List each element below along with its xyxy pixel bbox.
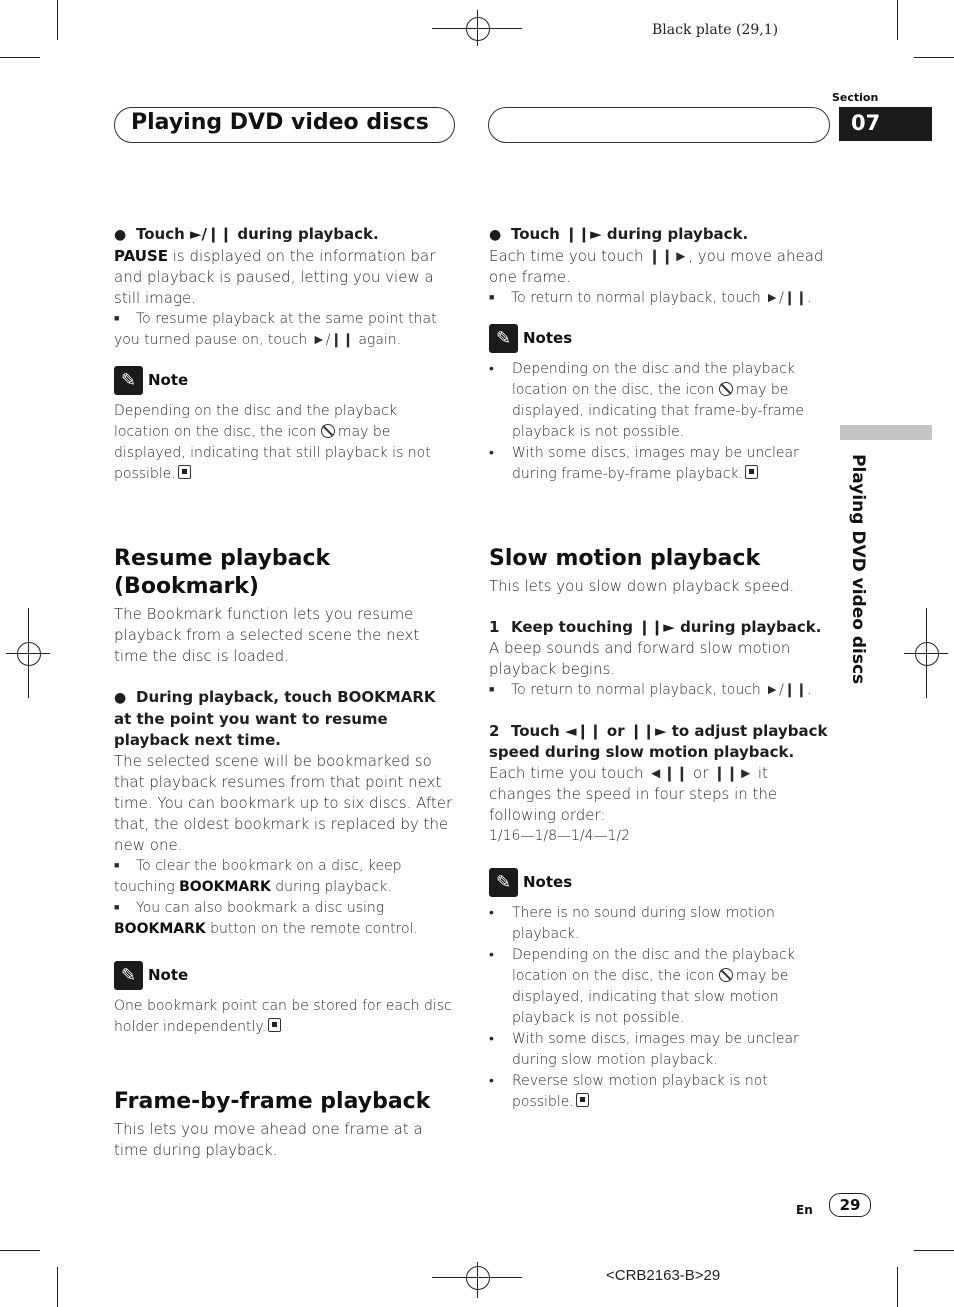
- crop-mark: [0, 57, 40, 58]
- end-mark-icon: [268, 1018, 281, 1032]
- side-tab-bar: [840, 425, 932, 440]
- prohibited-icon: [719, 968, 733, 982]
- note-heading: ✎ Note: [114, 365, 456, 395]
- bullet-dot-icon: ●: [114, 227, 127, 243]
- bullet-dot-icon: ●: [114, 690, 127, 706]
- side-tab-label: Playing DVD video discs: [848, 454, 868, 685]
- pause-body: PAUSE is displayed on the information bar and playback is paused, letting you view a still image.: [114, 247, 436, 307]
- bullet-dot-icon: •: [489, 361, 494, 377]
- section-label: Section: [832, 91, 879, 104]
- registration-mark: [466, 1266, 490, 1290]
- note-pencil-icon: ✎: [489, 868, 518, 897]
- header-blank-frame: [488, 107, 830, 143]
- slow-step-1-body: A beep sounds and forward slow motion playback begins.: [489, 639, 791, 678]
- registration-mark: [17, 642, 41, 666]
- bookmark-sub-2: ■ You can also bookmark a disc using BOOKMARK button on the remote control.: [114, 900, 418, 937]
- registration-mark: [466, 17, 490, 41]
- prohibited-icon: [719, 382, 733, 396]
- square-bullet-icon: ■: [489, 685, 495, 695]
- crop-mark: [57, 1267, 58, 1307]
- frame-sub: ■ To return to normal playback, touch ►/❙❙.: [489, 288, 831, 309]
- slow-step-2-body: Each time you touch ◄❙❙ or ❙❙► it changes the speed in four steps in the following order:: [489, 764, 778, 824]
- pause-step: ● Touch ►/❙❙ during playback.: [114, 224, 456, 246]
- bullet-dot-icon: •: [489, 905, 494, 921]
- left-column: [114, 224, 456, 1161]
- end-mark-icon: [178, 465, 191, 479]
- frame-body: Each time you touch ❙❙►, you move ahead one frame.: [489, 247, 824, 286]
- crop-mark: [914, 1250, 954, 1251]
- list-item: • Depending on the disc and the playback location on the disc, the icon may be displayed, indicating that slow motion playback is not possible.: [489, 947, 795, 1026]
- frame-title: Frame-by-frame playback: [114, 1089, 431, 1114]
- note-pencil-icon: ✎: [114, 366, 143, 395]
- prohibited-icon: [321, 424, 335, 438]
- bullet-dot-icon: ●: [489, 227, 502, 243]
- note-pencil-icon: ✎: [114, 961, 143, 990]
- square-bullet-icon: ■: [489, 293, 495, 303]
- bullet-dot-icon: •: [489, 445, 494, 461]
- bookmark-title: Resume playback (Bookmark): [114, 546, 331, 599]
- list-item: • Depending on the disc and the playback location on the disc, the icon may be displayed, indicating that frame-by-frame playback is not possible.: [489, 361, 804, 440]
- bookmark-body: The selected scene will be bookmarked so that playback resumes from that point next time. You can bookmark up to six discs. After that, the oldest bookmark is replaced by the new one.: [114, 752, 453, 854]
- slow-step-2-order: 1/16—1/8—1/4—1/2: [489, 828, 631, 844]
- crop-mark: [897, 1267, 898, 1307]
- crop-mark: [57, 0, 58, 40]
- note-body: Depending on the disc and the playback location on the disc, the icon may be displayed, indicating that still playback is not possible.: [114, 403, 431, 482]
- frame-intro: This lets you move ahead one frame at a time during playback.: [114, 1120, 423, 1159]
- slow-title: Slow motion playback: [489, 546, 761, 571]
- notes-heading: ✎ Notes: [489, 323, 831, 353]
- bookmark-intro: The Bookmark function lets you resume playback from a selected scene the next time the disc is loaded.: [114, 605, 420, 665]
- crop-mark: [897, 0, 898, 40]
- crop-mark: [0, 1250, 40, 1251]
- plate-label: Black plate (29,1): [652, 22, 779, 38]
- crop-mark: [914, 57, 954, 58]
- notes-heading: ✎ Notes: [489, 867, 831, 897]
- note-pencil-icon: ✎: [489, 324, 518, 353]
- footer-code: <CRB2163-B>29: [606, 1267, 721, 1284]
- slow-step-1-sub: ■ To return to normal playback, touch ►/❙❙.: [489, 680, 831, 701]
- header-title: Playing DVD video discs: [131, 110, 429, 135]
- right-column: [489, 224, 831, 1113]
- square-bullet-icon: ■: [114, 903, 120, 913]
- slow-intro: This lets you slow down playback speed.: [489, 577, 795, 595]
- note-heading: ✎ Note: [114, 960, 456, 990]
- bookmark-step: ● During playback, touch BOOKMARK at the point you want to resume playback next time.: [114, 688, 436, 749]
- bookmark-sub-1: ■ To clear the bookmark on a disc, keep touching BOOKMARK during playback.: [114, 858, 402, 895]
- section-number: 07: [851, 111, 881, 135]
- note-body: One bookmark point can be stored for each disc holder independently.: [114, 998, 452, 1035]
- list-item: • With some discs, images may be unclear during frame-by-frame playback.: [489, 445, 799, 482]
- list-item: • There is no sound during slow motion playback.: [489, 905, 775, 942]
- slow-step-2: 2 Touch ◄❙❙ or ❙❙► to adjust playback speed during slow motion playback.: [489, 722, 828, 761]
- list-item: • Reverse slow motion playback is not possible.: [489, 1073, 768, 1110]
- square-bullet-icon: ■: [114, 861, 120, 871]
- bullet-dot-icon: •: [489, 947, 494, 963]
- footer-language: En: [796, 1203, 813, 1217]
- page-number: 29: [829, 1193, 871, 1217]
- registration-mark: [915, 642, 939, 666]
- pause-sub: ■ To resume playback at the same point that you turned pause on, touch ►/❙❙ again.: [114, 311, 437, 348]
- bullet-dot-icon: •: [489, 1031, 494, 1047]
- end-mark-icon: [745, 465, 758, 479]
- list-item: • With some discs, images may be unclear during slow motion playback.: [489, 1031, 799, 1068]
- bullet-dot-icon: •: [489, 1073, 494, 1089]
- slow-step-1: 1 Keep touching ❙❙► during playback.: [489, 618, 822, 636]
- frame-step: ● Touch ❙❙► during playback.: [489, 224, 831, 246]
- square-bullet-icon: ■: [114, 314, 120, 324]
- end-mark-icon: [576, 1093, 589, 1107]
